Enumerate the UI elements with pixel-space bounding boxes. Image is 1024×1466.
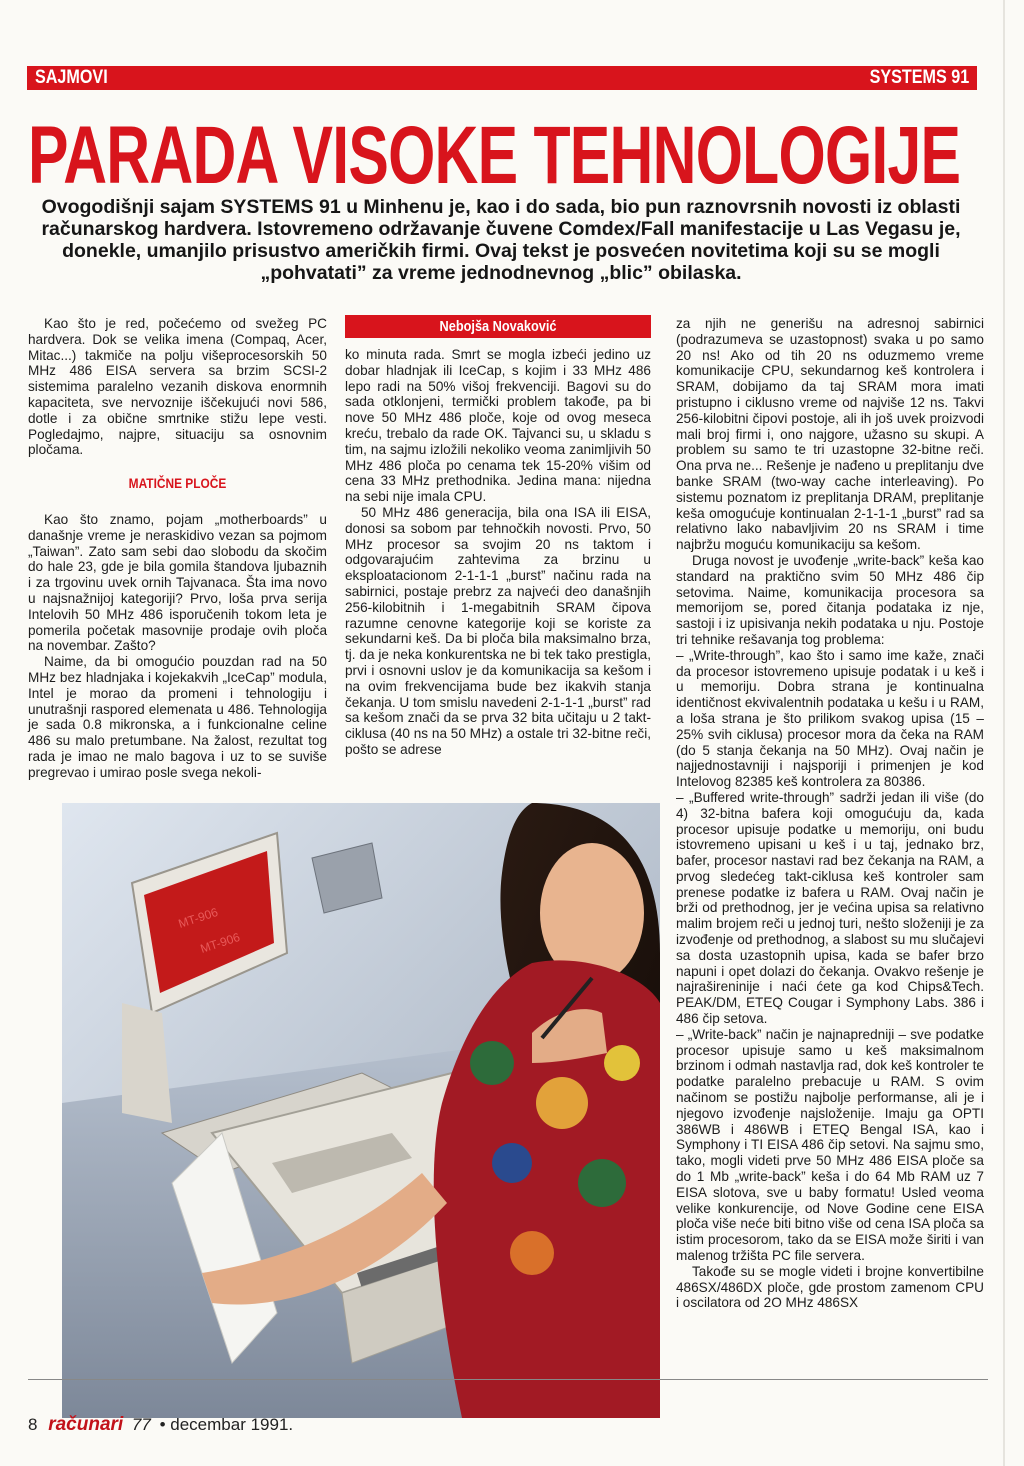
paragraph: 50 MHz 486 generacija, bila ona ISA ili EISA, donosi sa sobom par tehnočkih novosti. Prvo, 50 MHz procesor sa svojim 20 ns taktom i odgovarajućim zahtevima za brzinu u eksploatacionom 2-1-1-1 „burst” načinu rada na sabirnici, postaje prebrz za najveći deo današnjih 256-kilobitnih i 1-megabitnih SRAM čipova razumne cenovne kategorije koji se koriste za sekundarni keš. Da bi ploča bila maksimalno brza, tj. da je neka konkurentska ne bi tek tako prestigla, prvi i osnovni uslov je da komunikacija sa kešom i na ovim frekvencijama bude bez ikakvih stanja čekanja. U tom smislu navedeni 2-1-1-1 „burst” rad sa kešom znači da se prva 32 bita učitaju u 2 takt-ciklusa (40 ns na 50 MHz) a ostale tri 32-bitne reči, pošto se adrese bbox=[345, 504, 651, 757]
author-name: Nebojša Novaković bbox=[439, 318, 557, 335]
issue-date: decembar 1991. bbox=[170, 1415, 294, 1434]
paragraph: – „Buffered write-through” sadrži jedan ili više (do 4) 32-bitna bafera koji omogućuju da, kada procesor upisuje podatke u memoriju, oni budu istovremeno upisani u keš i u taj, jednako brz, bafer, procesor nastavi rad bez čekanja na RAM, a prvog sledećeg takt-ciklusa keš kontroler sam prenese podatke iz bafera u RAM. Ovaj način je brži od prethodnog, jer je većina upisa sa relativno malim brojem reči u jednoj turi, nešto složeniji je za izvođenje od prethodnog, a slabost su mu slučajevi sa dosta uzastopnih upisa, kada se bafer brzo napuni i opet dolazi do čekanja. Ovakvo rešenje je najrašireninije i naći ćete ga kod Chips&Tech. PEAK/DM, ETEQ Cougar i Symphony Labs. 386 i 486 čip setova. bbox=[676, 789, 984, 1027]
bullet: • bbox=[159, 1415, 166, 1434]
article-lead: Ovogodišnji sajam SYSTEMS 91 u Minhenu je, kao i do sada, bio pun raznovrsnih novosti iz oblasti računarskog hardvera. Istovremeno održavanje čuvene Comdex/Fall manifestacije u Las Vegasu je, donekle, umanjilo prisustvo američkih firmi. Ovaj tekst je posvećen novitetima koji su se mogli „pohvatati” za vreme jednodnevnog „blic” obilaska. bbox=[41, 196, 961, 284]
column-3 bbox=[676, 316, 984, 1311]
section-label: SAJMOVI bbox=[35, 67, 108, 88]
page-number: 8 bbox=[28, 1415, 38, 1434]
column-1 bbox=[28, 316, 327, 781]
photo-illustration bbox=[62, 803, 660, 1418]
column-2 bbox=[345, 347, 651, 758]
page-edge bbox=[1003, 0, 1005, 1466]
page-footer bbox=[28, 1414, 293, 1436]
paragraph: – „Write-through”, kao što i samo ime kaže, znači da procesor istovremeno upisuje podatak i u keš i u memoriju. Dobra strana je kontinualna identičnost ekvivalentnih podataka u kešu i u RAM, a loša strana je što prilikom svakog upisa (15 – 25% svih ciklusa) procesor mora da čeka na RAM (do 5 stanja čekanja na 50 MHz). Ovaj način je najjednostavniji i najsporiji i primenjen je kod Intelovog 82385 keš kontrolera za 80386. bbox=[676, 647, 984, 790]
paragraph: Naime, da bi omogućio pouzdan rad na 50 MHz bez hladnjaka i kojekakvih „IceCap” modula, Intel je morao da promeni i tehnologiju i unutrašnji raspored elemenata u 486. Tehnologija je sada 0.8 mikronska, a i funkcionalne celine 486 su malo pretumbane. Na žalost, rezultat tog rada je imao ne malo bagova i uz to se suviše pregrevao i umirao posle svega nekoli- bbox=[28, 654, 327, 780]
paragraph: Druga novost je uvođenje „write-back” keša kao standard na praktično svim 50 MHz 486 čip setovima. Naime, komunikacija procesora sa memorijom se, pored čitanja podataka iz nje, sastoji i iz upisivanja nekih podataka u nju. Postoje tri tehnike rešavanja tog problema: bbox=[676, 552, 984, 647]
footer-rule bbox=[28, 1379, 988, 1380]
screen-text: MT-906 bbox=[176, 904, 220, 931]
issue-number: 77 bbox=[131, 1415, 151, 1434]
section-header-bar bbox=[27, 66, 977, 90]
paragraph: Takođe su se mogle videti i brojne konvertibilne 486SX/486DX ploče, gde prostom zamenom CPU i oscilatora od 2O MHz 486SX bbox=[676, 1263, 984, 1311]
paragraph: – „Write-back” način je najnapredniji – sve podatke procesor upisuje samo u keš maksimalnom brzinom i odmah nastavlja rad, dok keš kontroler te podatke paralelno prebacuje u RAM. S ovim načinom se postižu najbolje performanse, ali je i njegovo izvođenje najsloženije. Imaju ga OPTI 386WB i 486WB i ETEQ Bengal ISA, kao i Symphony i TI EISA 486 čip setovi. Na sajmu smo, tako, mogli videti prve 50 MHz 486 EISA ploče sa do 1 Mb „write-back” keša i do 64 Mb RAM uz 7 EISA slotova, sve u baby formatu! Usled veoma velike konkurencije, od Nove Godine cene EISA ploča više neće biti bitno više od cena ISA ploča sa istim procesorom, tako da se EISA može širiti i van malenog tržišta PC file servera. bbox=[676, 1026, 984, 1264]
paragraph: Kao što znamo, pojam „motherboards” u današnje vreme je neraskidivo vezan sa pojmom „Taiwan”. Zato sam sebi dao slobodu da skočim do hale 23, gde je bila gomila štandova ljubaznih i za trgovinu uvek ornih Tajvanaca. Šta ima novo u najsnažnijoj kategoriji? Prvo, loša prva serija Intelovih 50 MHz 486 isporučenih tokom leta je pomerila početak masovnije prodaje ovih ploča na novembar. Zašto? bbox=[28, 511, 327, 654]
paragraph: Kao što je red, počećemo od svežeg PC hardvera. Dok se velika imena (Compaq, Acer, Mitac...) takmiče na polju višeprocesorskih 50 MHz 486 EISA servera sa brzim SCSI-2 sistemima paralelno vezanih diskova enormnih kapaciteta, sve nervoznije iščekujući novi 586, dotle i za obične smrtnike stižu lepe vesti. Pogledajmo, najpre, situaciju sa osnovnim pločama. bbox=[28, 316, 327, 458]
magazine-name: računari bbox=[48, 1414, 124, 1435]
paragraph: ko minuta rada. Smrt se mogla izbeći jedino uz dobar hladnjak ili IceCap, s kojim i 33 MHz 486 lepo radi na 50% višoj frekvenciji. Bagovi su do sada otklonjeni, termički problem takođe, pa bi nove 50 MHz 486 ploče, koje od ovog meseca kreću, trebalo da rade OK. Tajvanci su, u skladu s tim, na sajmu izložili nekoliko veoma zanimljivih 50 MHz 486 ploča po cenama tek 15-20% višim od cena 33 MHz prethodnika. Jedina mana: nijedna na sebi nije imala CPU. bbox=[345, 347, 651, 505]
screen-text: MT-906 bbox=[198, 929, 242, 956]
article-title: PARADA VISOKE TEHNOLOGIJE bbox=[28, 110, 961, 201]
subheading: MATIČNE PLOČE bbox=[128, 475, 227, 492]
paragraph: za njih ne generišu na adresnoj sabirnici (podrazumeva se uzastopnost) svaka u po samo 20 ns! Ako od tih 20 ns oduzmemo vreme komunikacije CPU, sekundarnog keš kontrolera i SRAM, dobijamo da taj SRAM mora imati pristupno i ciklusno vreme od najviše 12 ns. Takvi 256-kilobitni čipovi postoje, ali ih još uvek proizvodi mali broj firmi i, ono najgore, užasno su skupi. A problem su samo te tri uzastopne 32-bitne reči. Ona prva ne... Rešenje je nađeno u preplitanju dve banke SRAM (two-way cache interleaving). Po sistemu poznatom iz preplitanja DRAM, preplitanje keša omogućuje kontinualan 2-1-1-1 „burst” rad sa relativno lako nabavljivim 20 ns SRAM i time najbržu moguću komunikaciju sa kešom. bbox=[676, 316, 984, 553]
byline-box bbox=[345, 315, 651, 338]
article-photo bbox=[62, 803, 660, 1418]
issue-label: SYSTEMS 91 bbox=[869, 67, 969, 88]
